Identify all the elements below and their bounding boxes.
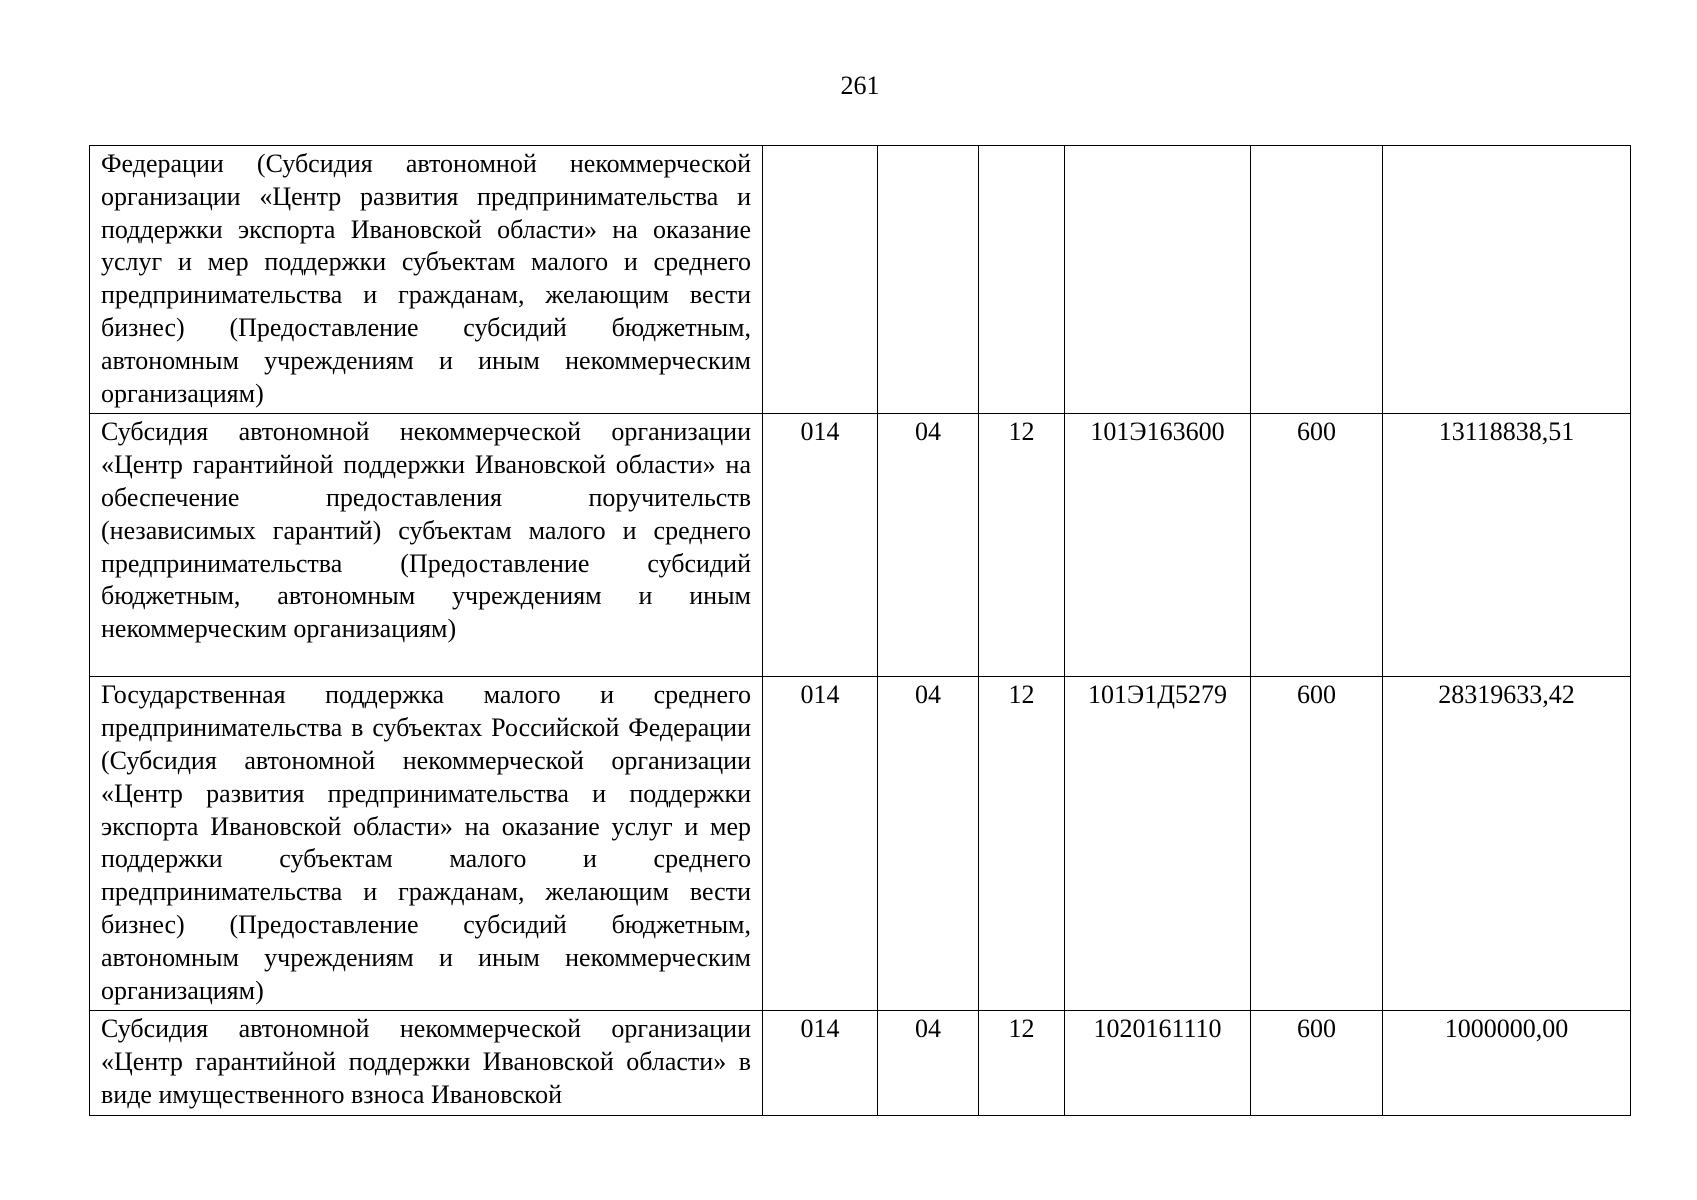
- row-section-code: 04: [878, 677, 979, 1011]
- row-amount: 28319633,42: [1383, 677, 1631, 1011]
- row-target-article: 101Э163600: [1065, 414, 1251, 677]
- row-target-article: [1065, 146, 1251, 414]
- budget-table: [89, 145, 1631, 1116]
- table-row: [90, 146, 1631, 414]
- table-row: [90, 414, 1631, 677]
- row-subsection-code: [979, 146, 1065, 414]
- row-target-article: 1020161110: [1065, 1011, 1251, 1115]
- row-subsection-code: 12: [979, 414, 1065, 677]
- table-row: [90, 677, 1631, 1011]
- row-expense-type: 600: [1251, 677, 1383, 1011]
- row-expense-type: 600: [1251, 414, 1383, 677]
- table-row: [90, 1011, 1631, 1115]
- row-amount: [1383, 146, 1631, 414]
- row-description: Государственная поддержка малого и среднего предпринимательства в субъектах Российской Федерации (Субсидия автономной некоммерческой организации «Центр развития предпринимательства и поддержки экспорта Ивановской области» на оказание услуг и мер поддержки субъектам малого и среднего предпринимательства и гражданам, желающим вести бизнес) (Предоставление субсидий бюджетным, автономным учреждениям и иным некоммерческим организациям): [90, 677, 763, 1011]
- row-subsection-code: 12: [979, 1011, 1065, 1115]
- row-expense-type: 600: [1251, 1011, 1383, 1115]
- row-ministry-code: [763, 146, 878, 414]
- row-section-code: 04: [878, 414, 979, 677]
- row-amount: 1000000,00: [1383, 1011, 1631, 1115]
- row-ministry-code: 014: [763, 677, 878, 1011]
- row-section-code: [878, 146, 979, 414]
- row-subsection-code: 12: [979, 677, 1065, 1011]
- row-target-article: 101Э1Д5279: [1065, 677, 1251, 1011]
- page-number: 261: [840, 71, 880, 100]
- row-expense-type: [1251, 146, 1383, 414]
- row-section-code: 04: [878, 1011, 979, 1115]
- row-ministry-code: 014: [763, 1011, 878, 1115]
- row-description: Субсидия автономной некоммерческой организации «Центр гарантийной поддержки Ивановской области» в виде имущественного взноса Ивановской: [90, 1011, 763, 1115]
- row-description: Федерации (Субсидия автономной некоммерческой организации «Центр развития предпринимательства и поддержки экспорта Ивановской области» на оказание услуг и мер поддержки субъектам малого и среднего предпринимательства и гражданам, желающим вести бизнес) (Предоставление субсидий бюджетным, автономным учреждениям и иным некоммерческим организациям): [90, 146, 763, 414]
- row-ministry-code: 014: [763, 414, 878, 677]
- row-amount: 13118838,51: [1383, 414, 1631, 677]
- row-description: Субсидия автономной некоммерческой организации «Центр гарантийной поддержки Ивановской области» на обеспечение предоставления поручительств (независимых гарантий) субъектам малого и среднего предпринимательства (Предоставление субсидий бюджетным, автономным учреждениям и иным некоммерческим организациям): [90, 414, 763, 677]
